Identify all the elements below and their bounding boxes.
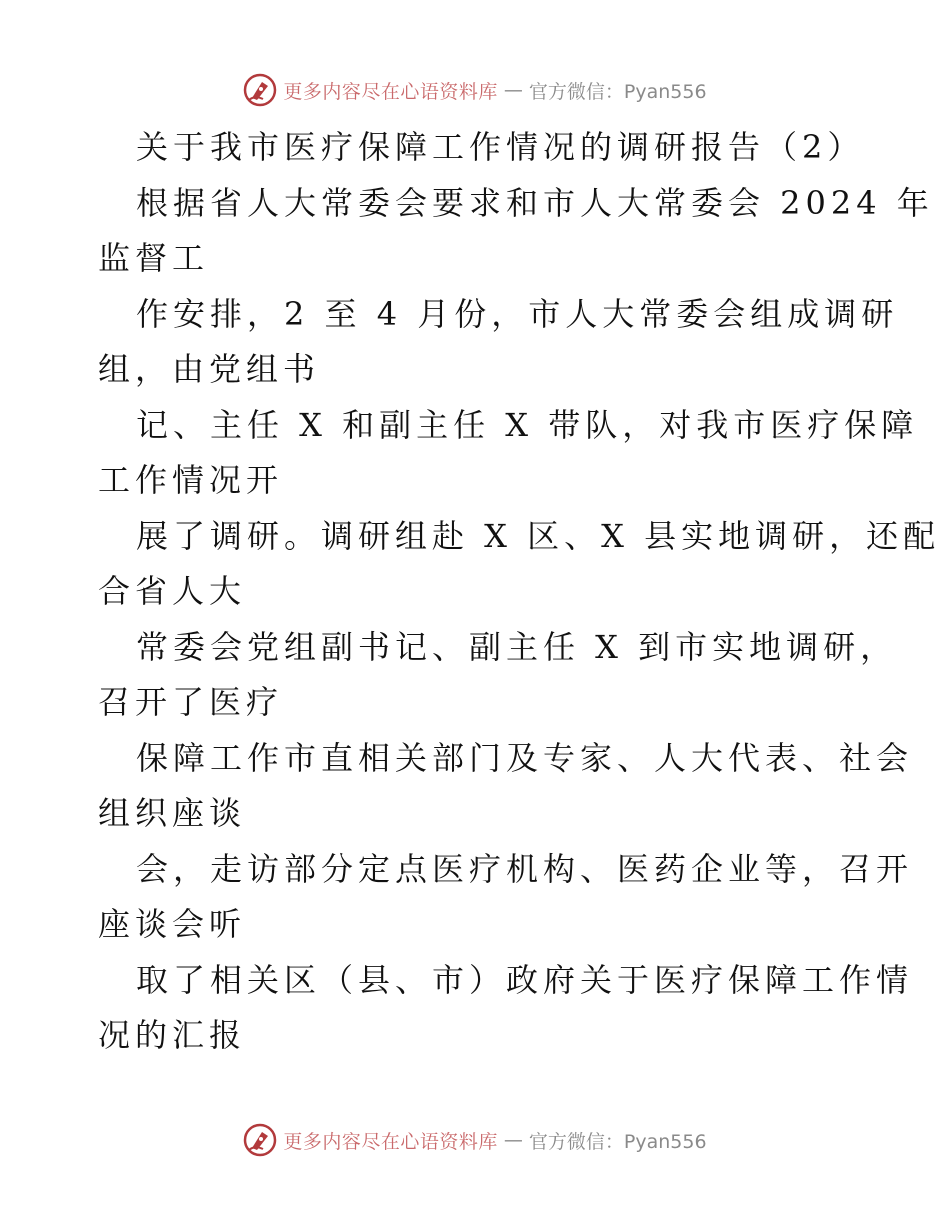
paragraph-line: 记、主任 X 和副主任 X 带队，对我市医疗保障: [136, 405, 919, 444]
paragraph-line: 作安排，2 至 4 月份，市人大常委会组成调研: [136, 294, 899, 333]
document-title: 关于我市医疗保障工作情况的调研报告（2）: [136, 128, 865, 166]
paragraph-line: 座谈会听: [98, 905, 247, 943]
document-body: [98, 120, 941, 1064]
paragraph-line: 组，由党组书: [98, 350, 321, 388]
banner-separator: —: [503, 1129, 523, 1151]
paragraph-line: 组织座谈: [98, 794, 247, 832]
paragraph-line: 根据省人大常委会要求和市人大常委会 2024 年: [136, 183, 934, 222]
paragraph-line: 取了相关区（县、市）政府关于医疗保障工作情: [136, 960, 914, 999]
paragraph-line: 会，走访部分定点医疗机构、医药企业等，召开: [136, 849, 914, 888]
banner-text: 更多内容尽在心语资料库: [283, 80, 498, 103]
pen-nib-logo-icon: [243, 73, 277, 107]
paragraph-line: 合省人大: [98, 572, 247, 610]
paragraph-line: 监督工: [98, 239, 210, 277]
banner-wechat: 官方微信：Pyan556: [528, 80, 707, 103]
banner-text: 更多内容尽在心语资料库: [283, 1130, 498, 1153]
banner-wechat: 官方微信：Pyan556: [528, 1130, 707, 1153]
banner-separator: —: [503, 79, 523, 101]
footer-banner: [0, 1120, 950, 1160]
paragraph-line: 常委会党组副书记、副主任 X 到市实地调研，: [136, 627, 898, 666]
pen-nib-logo-icon: [243, 1123, 277, 1157]
header-banner: [0, 70, 950, 110]
paragraph-line: 况的汇报: [98, 1016, 247, 1054]
paragraph-line: 工作情况开: [98, 461, 284, 499]
paragraph-line: 展了调研。调研组赴 X 区、X 县实地调研，还配: [136, 516, 941, 555]
paragraph-line: 保障工作市直相关部门及专家、人大代表、社会: [136, 738, 914, 777]
paragraph-line: 召开了医疗: [98, 683, 284, 721]
